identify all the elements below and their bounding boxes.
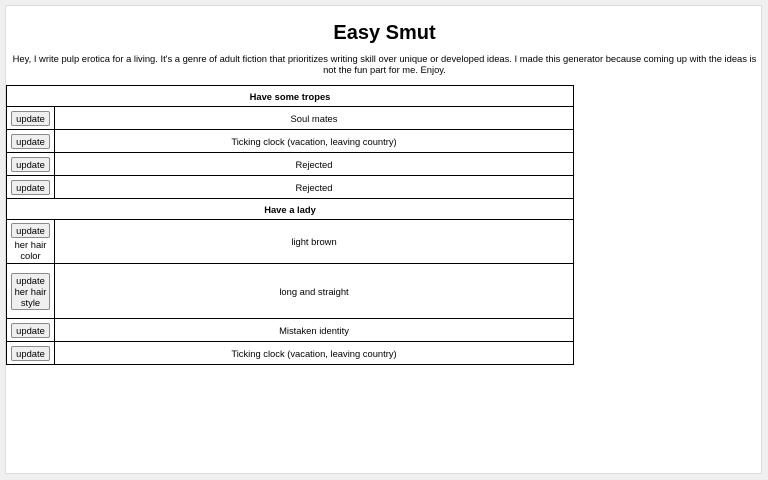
button-cell [7,220,55,264]
table-row [7,130,574,153]
trope-value: Rejected [55,153,574,176]
button-cell [7,264,55,319]
section-header-tropes [7,86,574,107]
table-row [7,153,574,176]
table-row [7,342,574,365]
intro-text: Hey, I write pulp erotica for a living. It's a genre of adult fiction that prioritizes writing skill over unique or developed ideas. I made this generator because coming up with the ideas is not the fun part for me. Enjoy. [12,53,757,75]
table-row [7,176,574,199]
update-lady-trope-2-button[interactable]: update [11,346,50,361]
hair-color-value: light brown [55,220,574,264]
update-trope-1-button[interactable]: update [11,111,50,126]
button-cell [7,176,55,199]
table-row [7,319,574,342]
tropes-heading: Have some tropes [7,86,574,107]
update-lady-trope-1-button[interactable]: update [11,323,50,338]
hair-color-caption: her hair color [14,238,47,261]
trope-value: Soul mates [55,107,574,130]
hair-style-value: long and straight [55,264,574,319]
update-trope-2-button[interactable]: update [11,134,50,149]
button-cell [7,107,55,130]
table-row [7,264,574,319]
page-container [5,5,762,474]
lady-trope-value: Ticking clock (vacation, leaving country) [55,342,574,365]
update-trope-4-button[interactable]: update [11,180,50,195]
page-title: Easy Smut [333,22,436,44]
button-cell [7,319,55,342]
update-hair-color-button[interactable]: update [11,223,50,238]
update-trope-3-button[interactable]: update [11,157,50,172]
section-header-lady [7,199,574,220]
trope-value: Rejected [55,176,574,199]
table-row [7,220,574,264]
table-row [7,107,574,130]
lady-trope-value: Mistaken identity [55,319,574,342]
trope-value: Ticking clock (vacation, leaving country) [55,130,574,153]
button-cell [7,130,55,153]
button-cell [7,342,55,365]
button-cell [7,153,55,176]
update-hair-style-button[interactable]: update her hair style [11,273,50,310]
lady-heading: Have a lady [7,199,574,220]
generator-table [6,85,574,365]
